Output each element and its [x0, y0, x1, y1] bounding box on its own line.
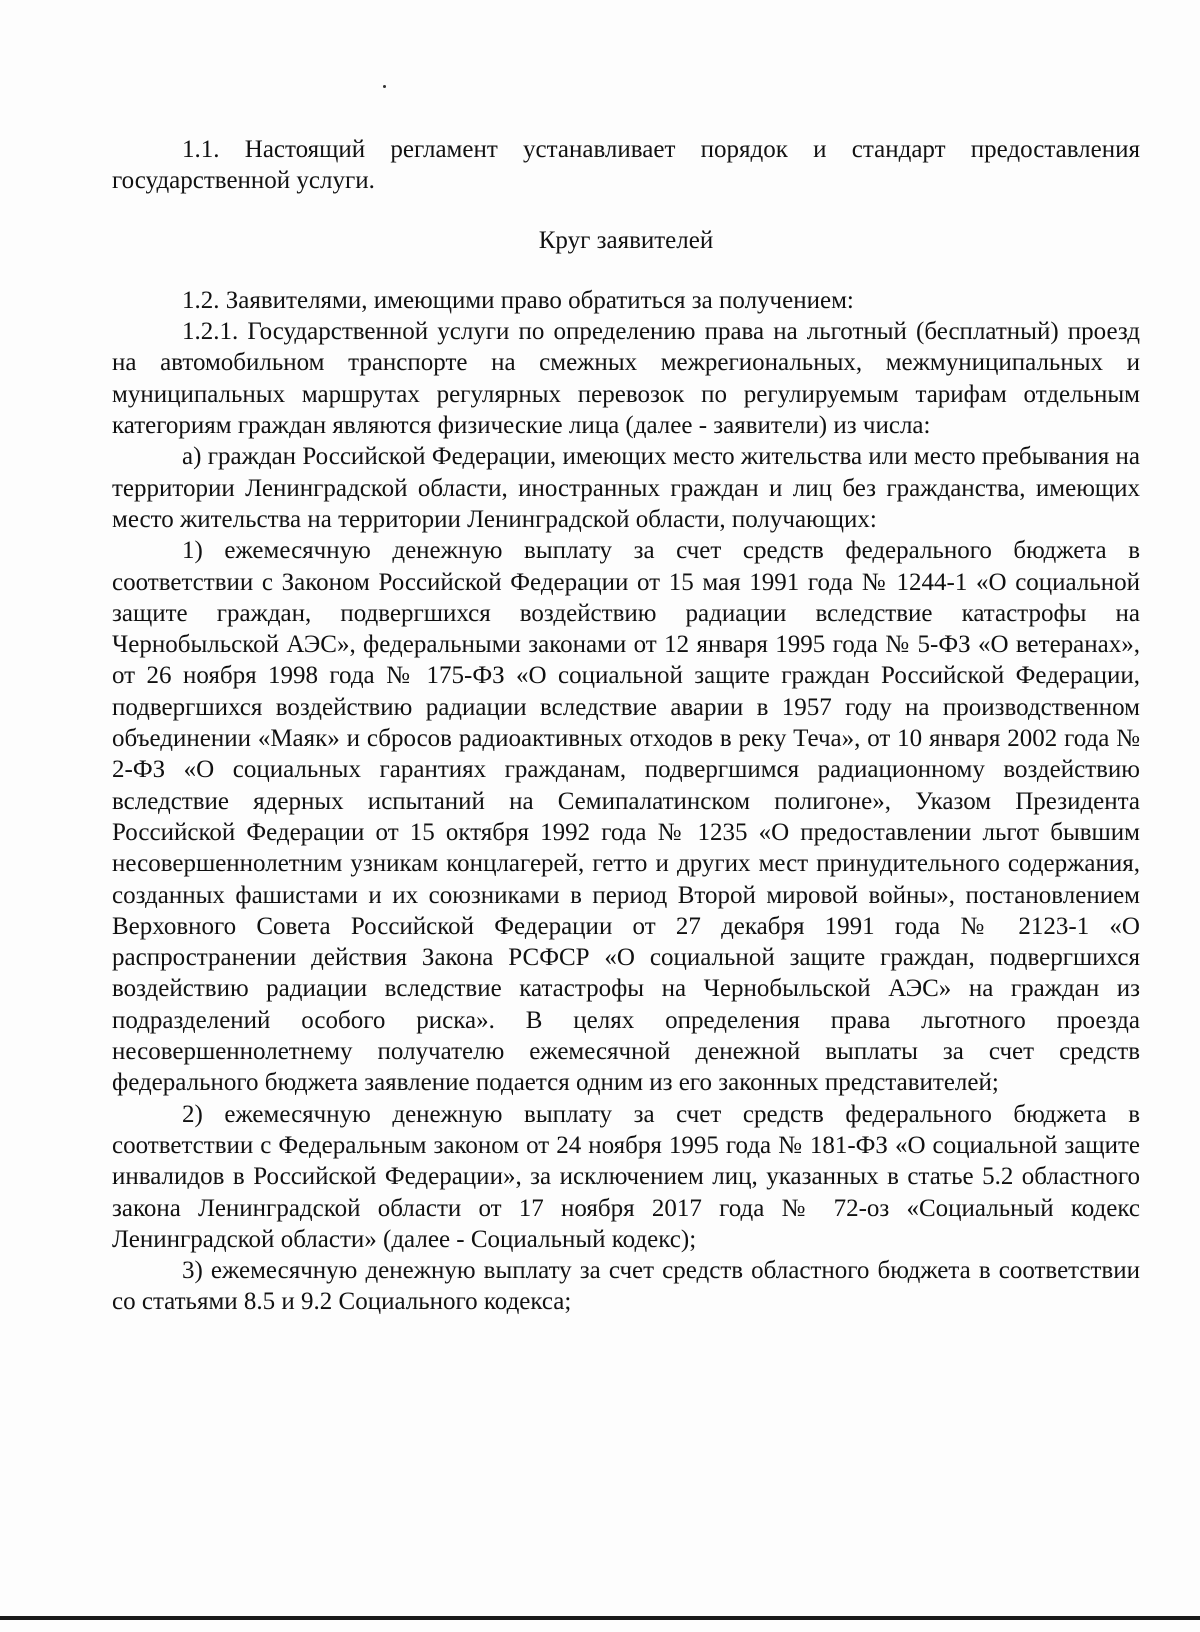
paragraph-1-2: 1.2. Заявителями, имеющими право обратиться за получением: — [182, 286, 854, 314]
scan-speck — [383, 85, 386, 88]
document-body — [112, 134, 1140, 1318]
scan-bottom-edge — [0, 1616, 1200, 1620]
paragraph-1-2-1: 1.2.1. Государственной услуги по определению права на льготный (бесплатный) проезд на автомобильном транспорте на смежных межрегиональных, межмуниципальных и муниципальных маршрутах регулярных перевозок по регулируемым тарифам отдельным категориям граждан являются физические лица (далее - заявители) из числа: — [112, 318, 1140, 440]
item-3: 3) ежемесячную денежную выплату за счет средств областного бюджета в соответствии со статьями 8.5 и 9.2 Социального кодекса; — [112, 1257, 1140, 1316]
section-heading: Круг заявителей — [538, 226, 714, 254]
item-2: 2) ежемесячную денежную выплату за счет средств федерального бюджета в соответствии с Федеральным законом от 24 ноября 1995 года № 181-ФЗ «О социальной защите инвалидов в Российской Федерации», за исключением лиц, указанных в статье 5.2 областного закона Ленинградской области от 17 ноября 2017 года № 72-оз «Социальный кодекс Ленинградской области» (далее - Социальный кодекс); — [112, 1100, 1140, 1253]
item-a: а) граждан Российской Федерации, имеющих место жительства или место пребывания на территории Ленинградской области, иностранных граждан и лиц без гражданства, имеющих место жительства на территории Ленинградской области, получающих: — [112, 443, 1140, 533]
paragraph-1-1: 1.1. Настоящий регламент устанавливает порядок и стандарт предоставления государственной услуги. — [112, 136, 1140, 195]
item-1: 1) ежемесячную денежную выплату за счет средств федерального бюджета в соответствии с Законом Российской Федерации от 15 мая 1991 года № 1244-1 «О социальной защите граждан, подвергшихся воздействию радиации вследствие катастрофы на Чернобыльской АЭС», федеральными законами от 12 января 1995 года № 5-ФЗ «О ветеранах», от 26 ноября 1998 года № 175-ФЗ «О социальной защите граждан Российской Федерации, подвергшихся воздействию радиации вследствие аварии в 1957 году на производственном объединении «Маяк» и сбросов радиоактивных отходов в реку Теча», от 10 января 2002 года № 2-ФЗ «О социальных гарантиях гражданам, подвергшимся радиационному воздействию вследствие ядерных испытаний на Семипалатинском полигоне», Указом Президента Российской Федерации от 15 октября 1992 года № 1235 «О предоставлении льгот бывшим несовершеннолетним узникам концлагерей, гетто и других мест принудительного содержания, созданных фашистами и их союзниками в период Второй мировой войны», постановлением Верховного Совета Российской Федерации от 27 декабря 1991 года № 2123-1 «О распространении действия Закона РСФСР «О социальной защите граждан, подвергшихся воздействию радиации вследствие катастрофы на Чернобыльской АЭС» на граждан из подразделений особого риска». В целях определения права льготного проезда несовершеннолетнему получателю ежемесячной денежной выплаты за счет средств федерального бюджета заявление подается одним из его законных представителей; — [112, 537, 1140, 1097]
